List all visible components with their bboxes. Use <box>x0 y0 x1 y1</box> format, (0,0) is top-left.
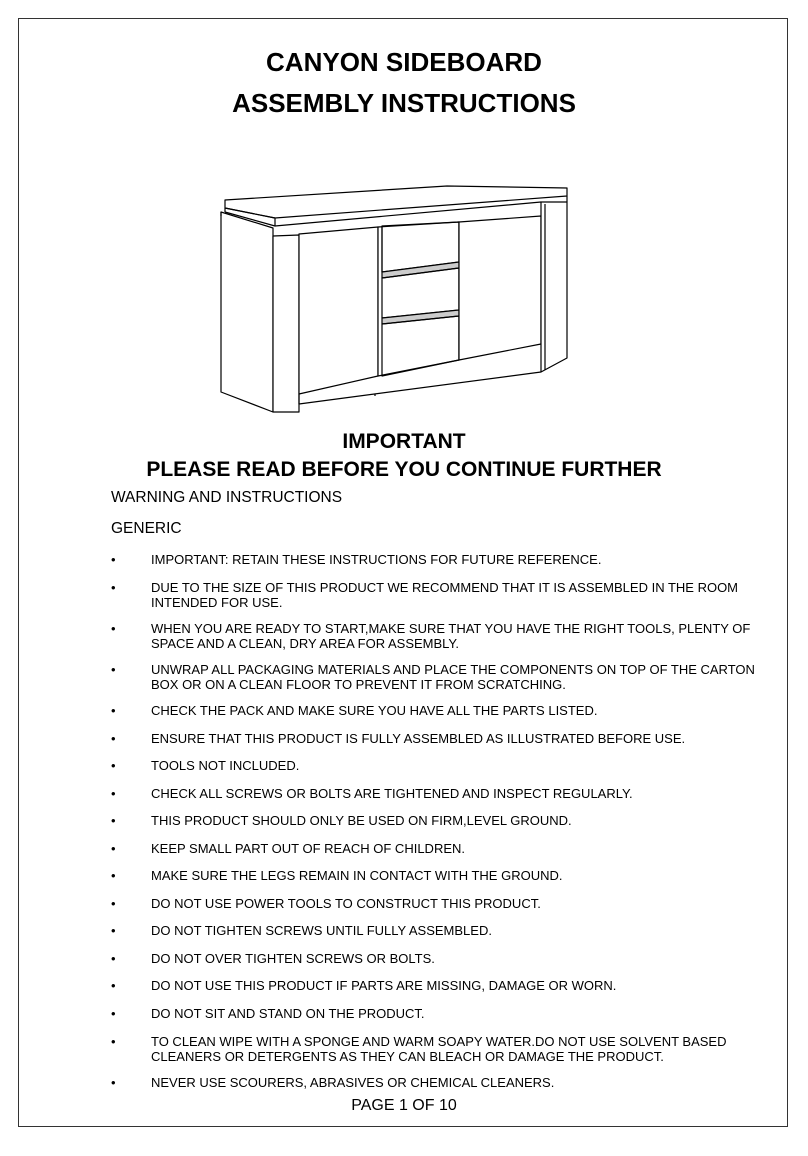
list-item-text: DO NOT SIT AND STAND ON THE PRODUCT. <box>151 1006 425 1021</box>
bullet-icon: • <box>111 731 116 746</box>
list-item-text: KEEP SMALL PART OUT OF REACH OF CHILDREN. <box>151 841 465 856</box>
list-item-text: WHEN YOU ARE READY TO START,MAKE SURE THAT YOU HAVE THE RIGHT TOOLS, PLENTY OF SPACE AND A CLEAN, DRY AREA FOR ASSEMBLY. <box>151 621 751 651</box>
warning-heading: WARNING AND INSTRUCTIONS <box>111 489 343 506</box>
bullet-icon: • <box>111 552 116 567</box>
bullet-icon: • <box>111 662 116 677</box>
list-item-text: MAKE SURE THE LEGS REMAIN IN CONTACT WITH THE GROUND. <box>151 868 563 883</box>
bullet-icon: • <box>111 896 116 911</box>
list-item-text: DO NOT TIGHTEN SCREWS UNTIL FULLY ASSEMBLED. <box>151 923 492 938</box>
bullet-icon: • <box>111 923 116 938</box>
important-heading: IMPORTANT <box>342 430 466 453</box>
document-title-line1: CANYON SIDEBOARD <box>266 47 542 77</box>
bullet-icon: • <box>111 978 116 993</box>
list-item-text: TO CLEAN WIPE WITH A SPONGE AND WARM SOAPY WATER.DO NOT USE SOLVENT BASED CLEANERS OR DETERGENTS AS THEY CAN BLEACH OR DAMAGE THE PRODUCT. <box>151 1034 727 1064</box>
document-title-line2: ASSEMBLY INSTRUCTIONS <box>232 88 576 118</box>
bullet-icon: • <box>111 1075 116 1090</box>
list-item-text: CHECK ALL SCREWS OR BOLTS ARE TIGHTENED AND INSPECT REGULARLY. <box>151 786 633 801</box>
list-item-text: CHECK THE PACK AND MAKE SURE YOU HAVE ALL THE PARTS LISTED. <box>151 703 598 718</box>
bullet-icon: • <box>111 868 116 883</box>
read-before-heading: PLEASE READ BEFORE YOU CONTINUE FURTHER <box>146 458 662 481</box>
list-item-text: UNWRAP ALL PACKAGING MATERIALS AND PLACE THE COMPONENTS ON TOP OF THE CARTON BOX OR ON A CLEAN FLOOR TO PREVENT IT FROM SCRATCHING. <box>151 662 755 692</box>
list-item-text: DUE TO THE SIZE OF THIS PRODUCT WE RECOMMEND THAT IT IS ASSEMBLED IN THE ROOM INTENDED FOR USE. <box>151 580 739 610</box>
bullet-icon: • <box>111 580 116 595</box>
list-item-text: DO NOT USE THIS PRODUCT IF PARTS ARE MISSING, DAMAGE OR WORN. <box>151 978 617 993</box>
bullet-icon: • <box>111 703 116 718</box>
bullet-icon: • <box>111 621 116 636</box>
list-item-text: TOOLS NOT INCLUDED. <box>151 758 300 773</box>
page-number: PAGE 1 OF 10 <box>351 1097 457 1114</box>
list-item-text: ENSURE THAT THIS PRODUCT IS FULLY ASSEMBLED AS ILLUSTRATED BEFORE USE. <box>151 731 686 746</box>
list-item-text: IMPORTANT: RETAIN THESE INSTRUCTIONS FOR FUTURE REFERENCE. <box>151 552 602 567</box>
sideboard-illustration <box>215 182 575 422</box>
bullet-icon: • <box>111 786 116 801</box>
bullet-icon: • <box>111 1034 116 1049</box>
list-item-text: THIS PRODUCT SHOULD ONLY BE USED ON FIRM,LEVEL GROUND. <box>151 813 572 828</box>
list-item-text: DO NOT USE POWER TOOLS TO CONSTRUCT THIS PRODUCT. <box>151 896 541 911</box>
list-item-text: NEVER USE SCOURERS, ABRASIVES OR CHEMICAL CLEANERS. <box>151 1075 555 1090</box>
bullet-icon: • <box>111 813 116 828</box>
bullet-icon: • <box>111 841 116 856</box>
bullet-icon: • <box>111 1006 116 1021</box>
bullet-icon: • <box>111 758 116 773</box>
list-item-text: DO NOT OVER TIGHTEN SCREWS OR BOLTS. <box>151 951 435 966</box>
bullet-icon: • <box>111 951 116 966</box>
generic-heading: GENERIC <box>111 520 182 537</box>
